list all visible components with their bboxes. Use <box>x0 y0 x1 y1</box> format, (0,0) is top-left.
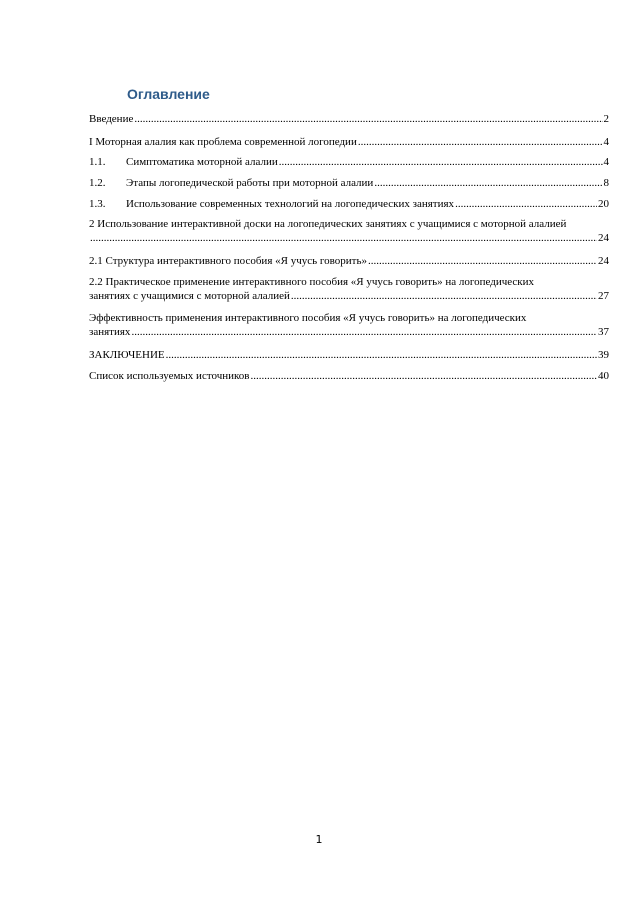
toc-entry-page: 4 <box>603 156 609 168</box>
toc-entry-page: 8 <box>603 177 609 189</box>
toc-entry-page: 39 <box>598 349 609 361</box>
toc-entry-references[interactable] <box>89 369 609 383</box>
toc-entry-page: 4 <box>603 136 609 148</box>
toc-entry-title: Симптоматика моторной алалии <box>126 156 278 168</box>
toc-entry-introduction[interactable] <box>89 112 609 126</box>
toc-entry-section-1-1[interactable] <box>89 155 609 169</box>
toc-entry-title: Список используемых источников <box>89 370 250 382</box>
toc-entry-page: 40 <box>598 370 609 382</box>
toc-dot-leader <box>134 112 602 126</box>
toc-entry-number: 1.3. <box>89 198 106 210</box>
toc-entry-title-continued: занятиях с учащимися с моторной алалией <box>89 290 290 302</box>
toc-dot-leader <box>455 197 597 211</box>
toc-entry-number: 1.1. <box>89 156 106 168</box>
toc-entry-section-2-2[interactable] <box>89 275 609 303</box>
toc-dot-leader <box>90 231 597 245</box>
toc-dot-leader <box>251 369 598 383</box>
toc-entry-section-1-2[interactable] <box>89 176 609 190</box>
toc-entry-page: 2 <box>603 113 609 125</box>
toc-entry-title: Этапы логопедической работы при моторной алалии <box>126 177 374 189</box>
toc-entry-chapter-2[interactable] <box>89 217 609 245</box>
toc-entry-page: 24 <box>598 255 609 267</box>
toc-dot-leader <box>291 289 597 303</box>
toc-entry-section-2-1[interactable] <box>89 254 609 268</box>
toc-dot-leader <box>131 325 597 339</box>
toc-entry-title: Использование современных технологий на логопедических занятиях <box>126 198 455 210</box>
toc-dot-leader <box>279 155 603 169</box>
toc-entry-page: 37 <box>598 326 609 338</box>
toc-entry-effectiveness[interactable] <box>89 311 609 339</box>
toc-entry-title: 2.1 Структура интерактивного пособия «Я учусь говорить» <box>89 255 367 267</box>
toc-entry-page: 24 <box>598 232 609 244</box>
toc-entry-page: 20 <box>598 198 609 210</box>
toc-entry-number: 1.2. <box>89 177 106 189</box>
toc-dot-leader <box>358 135 603 149</box>
toc-entry-title-continued: занятиях <box>89 326 131 338</box>
toc-entry-page: 27 <box>598 290 609 302</box>
toc-entry-title: ЗАКЛЮЧЕНИЕ <box>89 349 165 361</box>
toc-entry-title: Эффективность применения интерактивного пособия «Я учусь говорить» на логопедических <box>89 312 527 324</box>
toc-dot-leader <box>368 254 597 268</box>
toc-entry-chapter-1[interactable] <box>89 135 609 149</box>
toc-dot-leader <box>374 176 602 190</box>
toc-entry-conclusion[interactable] <box>89 348 609 362</box>
toc-entry-title: 2 Использование интерактивной доски на логопедических занятиях с учащимися с моторной алалией <box>89 218 567 230</box>
toc-entry-section-1-3[interactable] <box>89 197 609 211</box>
page-number: 1 <box>315 833 323 846</box>
toc-entry-title: Введение <box>89 113 134 125</box>
toc-heading: Оглавление <box>127 86 210 102</box>
toc-entry-title: I Моторная алалия как проблема современной логопедии <box>89 136 357 148</box>
toc-dot-leader <box>166 348 597 362</box>
toc-entry-title: 2.2 Практическое применение интерактивного пособия «Я учусь говорить» на логопедических <box>89 276 535 288</box>
